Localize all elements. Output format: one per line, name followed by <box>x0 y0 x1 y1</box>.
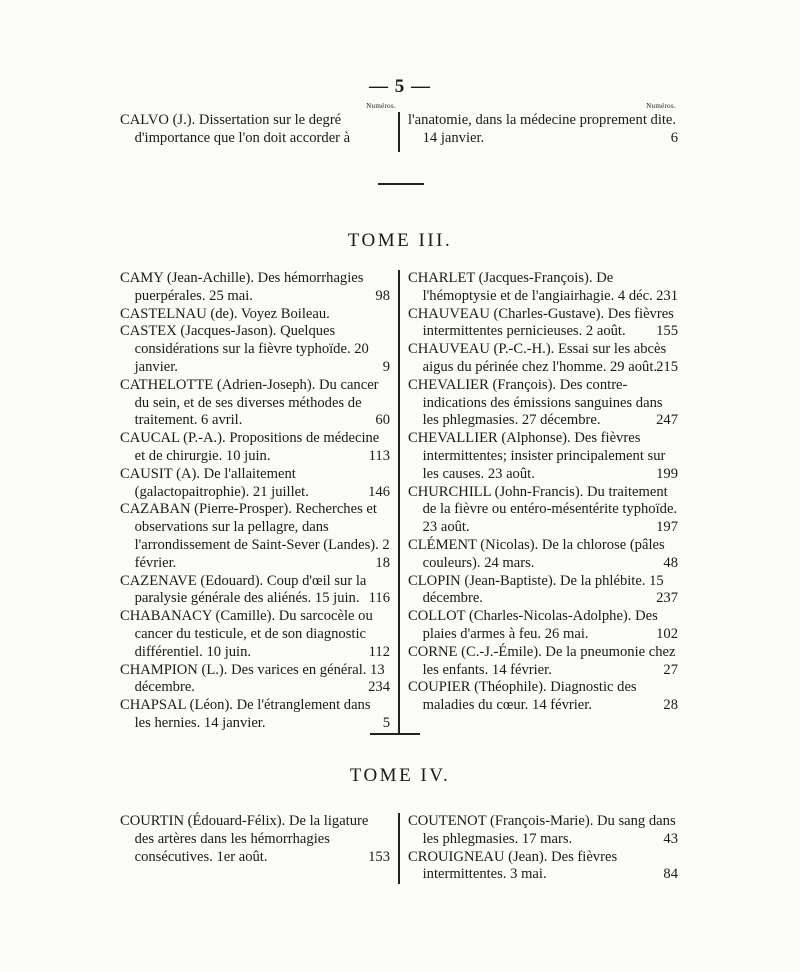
top-left-column <box>120 102 398 152</box>
index-entry <box>120 377 390 430</box>
entry-text: CHABANACY (Camille). Du sarcocèle ou cancer du testicule, et de son diagnostic différentiel. 10 juin. <box>120 608 373 660</box>
entry-number: 215 <box>656 358 678 375</box>
entry-number: 197 <box>656 519 678 536</box>
entry-number: 28 <box>663 697 678 714</box>
top-right-column <box>400 102 678 152</box>
entry-text: CHAPSAL (Léon). De l'étranglement dans les hernies. 14 janvier. <box>120 697 371 731</box>
entry-number: 153 <box>368 848 390 865</box>
index-entry <box>408 430 678 483</box>
entry-number: 60 <box>375 412 390 429</box>
entry-text: CHAMPION (L.). Des varices en général. 13 décembre. <box>120 661 385 696</box>
entry-text: COURTIN (Édouard-Félix). De la ligature des artères dans les hémorrhagies consécutives. 1er août. <box>120 813 369 865</box>
entry-number: 18 <box>375 554 390 571</box>
entry-number: 113 <box>368 447 390 464</box>
entry-number: 231 <box>656 287 678 304</box>
entry-text: CAUCAL (P.-A.). Propositions de médecine et de chirurgie. 10 juin. <box>120 430 380 464</box>
entry-number: 102 <box>656 625 678 642</box>
entry-text: CHAUVEAU (P.-C.-H.). Essai sur les abcès aigus du périnée chez l'homme. 29 août. <box>408 341 667 375</box>
section-rule <box>370 733 420 735</box>
index-entry <box>408 644 678 680</box>
tome-iii-heading: TOME III. <box>347 230 453 251</box>
entry-number: 234 <box>368 679 390 696</box>
entry-number: 199 <box>656 465 678 482</box>
section-rule <box>378 183 424 185</box>
entry-number: 84 <box>663 866 678 883</box>
index-entry <box>408 484 678 537</box>
entry-number: 116 <box>368 590 390 607</box>
index-entry <box>408 377 678 430</box>
entry-text: CHAUVEAU (Charles-Gustave). Des fièvres intermittentes pernicieuses. 2 août. <box>408 305 674 340</box>
index-entry <box>120 813 390 866</box>
index-entry <box>408 608 678 644</box>
entry-text: CASTEX (Jacques-Jason). Quelques considérations sur la fièvre typhoïde. 20 janvier. <box>120 323 369 375</box>
entry-number: 146 <box>368 483 390 500</box>
entry-number: 43 <box>663 830 678 847</box>
index-entry <box>408 270 678 306</box>
tome-iv-right-column <box>400 813 678 884</box>
index-entry <box>408 813 678 849</box>
index-entry <box>408 679 678 715</box>
index-entry <box>120 662 390 698</box>
tome-iii-right-column <box>400 270 678 733</box>
entry-text: CAUSIT (A). De l'allaitement (galactopaitrophie). 21 juillet. <box>120 465 309 500</box>
entry-number: 5 <box>382 714 390 731</box>
entry-text: CROUIGNEAU (Jean). Des fièvres intermittentes. 3 mai. <box>408 848 618 883</box>
entry-text: CASTELNAU (de). Voyez Boileau. <box>120 305 330 322</box>
index-entry <box>408 341 678 377</box>
entry-text: COUPIER (Théophile). Diagnostic des maladies du cœur. 14 février. <box>408 679 637 714</box>
tome-iv-heading: TOME IV. <box>349 765 451 786</box>
entry-text: CHURCHILL (John-Francis). Du traitement de la fièvre ou entéro-mésentérite typhoïde. 23 août. <box>408 483 678 536</box>
index-entry <box>120 466 390 502</box>
entry-text: CAMY (Jean-Achille). Des hémorrhagies puerpérales. 25 mai. <box>120 270 364 304</box>
index-entry <box>408 849 678 885</box>
index-entry <box>120 501 390 572</box>
entry-number: 247 <box>656 412 678 429</box>
entry-text: CORNE (C.-J.-Émile). De la pneumonie chez les enfants. 14 février. <box>408 643 676 678</box>
index-entry <box>120 270 390 306</box>
index-entry <box>120 306 390 324</box>
top-section <box>120 102 680 152</box>
entry-number: 27 <box>663 661 678 678</box>
tome-iii-section <box>120 270 680 733</box>
tome-iii-left-column <box>120 270 398 733</box>
tome-iv-section <box>120 813 680 884</box>
numeros-label-left: Numéros. <box>366 102 396 110</box>
index-entry <box>408 306 678 342</box>
entry-text: CLOPIN (Jean-Baptiste). De la phlébite. 15 décembre. <box>408 572 664 607</box>
index-entry: l'anatomie, dans la médecine proprement dite. 14 janvier. 6 <box>408 112 678 146</box>
entry-text: CHEVALIER (François). Des contre-indications des émissions sanguines dans les phlegmasies. 27 décembre. <box>408 376 663 429</box>
numeros-label-right: Numéros. <box>646 102 676 110</box>
index-entry <box>120 323 390 376</box>
entry-text: CAZENAVE (Edouard). Coup d'œil sur la paralysie générale des aliénés. 15 juin. <box>120 572 367 607</box>
entry-text: COUTENOT (François-Marie). Du sang dans les phlegmasies. 17 mars. <box>408 813 676 847</box>
entry-number: 237 <box>656 590 678 607</box>
entry-text: CATHELOTTE (Adrien-Joseph). Du cancer du sein, et de ses diverses méthodes de traitement. 6 avril. <box>120 376 379 429</box>
entry-text: CLÉMENT (Nicolas). De la chlorose (pâles couleurs). 24 mars. <box>408 536 665 571</box>
index-entry: CALVO (J.). Dissertation sur le degré d'importance que l'on doit accorder à <box>120 112 351 146</box>
entry-number: 155 <box>656 323 678 340</box>
entry-number: 98 <box>375 287 390 304</box>
entry-text: COLLOT (Charles-Nicolas-Adolphe). Des plaies d'armes à feu. 26 mai. <box>408 608 658 642</box>
entry-number: 112 <box>368 643 390 660</box>
entry-number: 48 <box>663 554 678 571</box>
entry-number: 9 <box>382 358 390 375</box>
entry-text: CHARLET (Jacques-François). De l'hémoptysie et de l'angiairhagie. 4 déc. <box>408 270 653 304</box>
tome-iv-left-column <box>120 813 398 884</box>
page-number: — 5 — <box>369 76 431 97</box>
index-entry <box>120 430 390 466</box>
index-entry <box>120 697 390 733</box>
entry-text: CAZABAN (Pierre-Prosper). Recherches et observations sur la pellagre, dans l'arrondissement de Saint-Sever (Landes). 2 février. <box>120 501 390 571</box>
index-entry <box>120 573 390 609</box>
entry-text: CHEVALLIER (Alphonse). Des fièvres intermittentes; insister principalement sur les causes. 23 août. <box>408 430 666 482</box>
index-entry <box>408 537 678 573</box>
index-entry <box>120 608 390 661</box>
index-entry <box>408 573 678 609</box>
